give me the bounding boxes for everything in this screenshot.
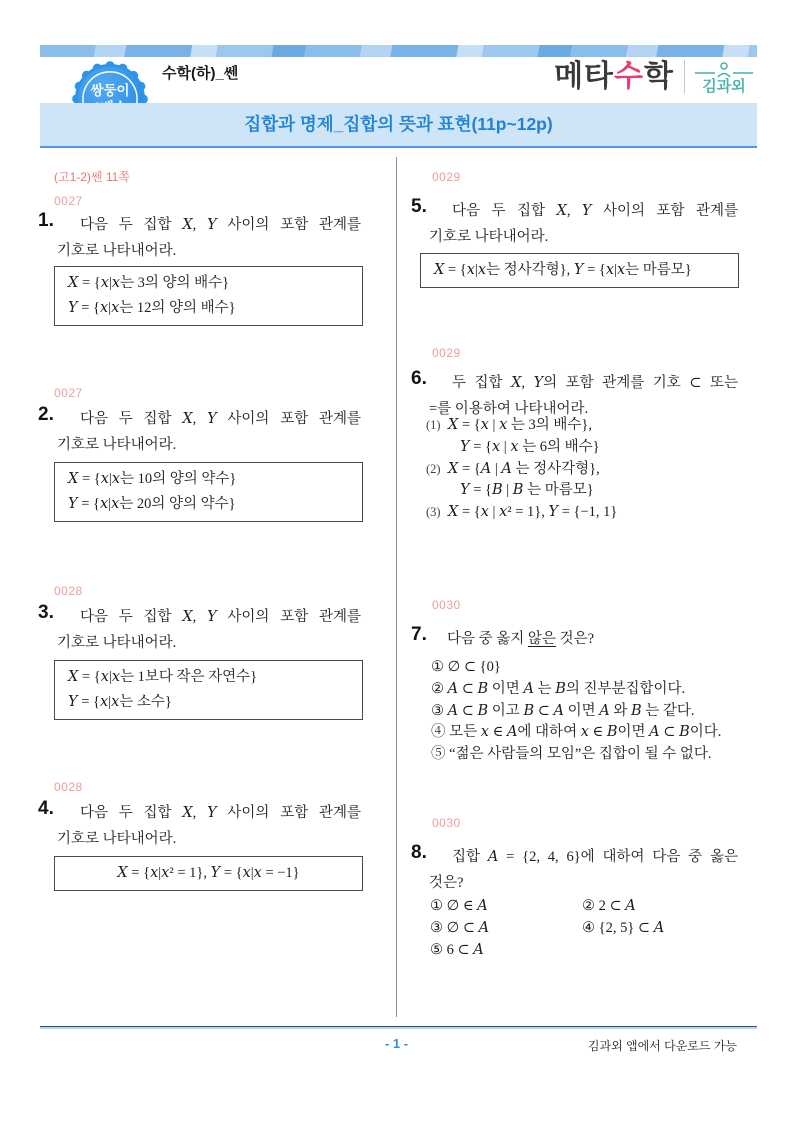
publisher-logo [554,58,755,96]
problem7-code: 0030 [432,598,461,612]
problem5-number: 5. [411,196,427,217]
problem1-box-line2: Y = {x|x는 12의 양의 배수} [68,300,236,316]
problem7-title-post: 것은? [555,631,595,647]
item-text: Y = {x | x 는 6의 배수} [460,438,600,455]
choice-2: ② A ⊂ B 이면 A 는 B의 진부분집합이다. [431,680,686,697]
problem8-number: 8. [411,842,427,863]
problem8-line2: 것은? [429,875,464,891]
logo-text-1: 메타 [554,60,615,93]
choice-4: ④ 모든 x ∈ A에 대하여 x ∈ B이면 A ⊂ B이다. [431,724,722,741]
problem4-box-line1: X = {x|x² = 1}, Y = {x|x = −1} [117,865,300,881]
problem2-number: 2. [38,404,54,425]
problem2-box-line1: X = {x|x는 10의 양의 약수} [68,471,237,487]
problem3-number: 3. [38,602,54,623]
problem1-line2: 기호로 나타내어라. [57,243,177,259]
problem6-code: 0029 [432,346,461,360]
problem8-statement [429,844,738,896]
problem5-box [420,253,739,288]
problem1-box-line1: X = {x|x는 3의 양의 배수} [68,275,230,291]
item-label: (3) [426,505,441,520]
problem3-box-line2: Y = {x|x는 소수} [68,694,172,710]
problem2-code: 0027 [54,386,83,400]
problem4-statement [57,800,361,852]
problem5-line1: 다음 두 집합 X, Y 사이의 포함 관계를 [452,203,738,219]
problem7-title-pre: 다음 중 옳지 [447,631,528,647]
problem2-line1: 다음 두 집합 X, Y 사이의 포함 관계를 [80,411,361,427]
source-reference: (고1-2)쎈 11쪽 [54,170,130,184]
item-text: X = {x | x² = 1}, Y = {−1, 1} [448,504,618,521]
item-label [438,437,460,459]
item-label: (2) [426,461,441,476]
badge-line1: 쌍둥이 [90,83,130,98]
problem4-number: 4. [38,798,54,819]
problem3-box-line1: X = {x|x는 1보다 작은 자연수} [68,669,258,685]
choice-4: ④ {2, 5} ⊂ A [582,920,665,936]
problem3-box [54,660,363,720]
item-text: X = {A | A 는 정사각형}, [448,460,600,477]
footer-divider-light [40,1027,757,1029]
problem3-line2: 기호로 나타내어라. [57,635,177,651]
problem5-box-line1: X = {x|x는 정사각형}, Y = {x|x는 마름모} [434,262,692,278]
list-item [426,415,738,437]
item-text: Y = {B | B 는 마름모} [460,482,594,499]
problem1-statement [57,212,361,264]
problem4-line1: 다음 두 집합 X, Y 사이의 포함 관계를 [80,805,361,821]
problem6-number: 6. [411,368,427,389]
chapter-banner [40,103,757,148]
problem2-box [54,462,363,522]
list-item [426,459,738,481]
choice-5: ⑤ 6 ⊂ A [430,942,484,958]
problem7-choices [431,657,721,766]
problem4-line2: 기호로 나타내어라. [57,831,177,847]
choice-3: ③ A ⊂ B 이고 B ⊂ A 이면 A 와 B 는 같다. [431,702,695,719]
problem7-number: 7. [411,624,427,645]
list-item [426,437,738,459]
problem2-box-line2: Y = {x|x는 20의 양의 약수} [68,496,236,512]
problem8-choices [430,895,736,961]
problem6-line1: 두 집합 X, Y의 포함 관계를 기호 ⊂ 또는 [452,375,738,391]
problem2-statement [57,406,361,458]
download-note: 김과외 앱에서 다운로드 가능 [587,1039,737,1053]
list-item [426,502,738,524]
choice-5: ⑤ “젊은 사람들의 모임”은 집합이 될 수 없다. [431,746,712,763]
document-series-title: 수학(하)_쎈 [162,65,239,82]
person-icon [693,62,755,78]
choice-2: ② 2 ⊂ A [582,898,636,914]
column-divider [396,157,397,1017]
choice-3: ③ ∅ ⊂ A [430,920,490,936]
problem7-title-underlined: 않은 [527,631,556,647]
problem3-code: 0028 [54,584,83,598]
brand-name: 김과외 [702,78,746,95]
problem4-box [54,856,363,891]
logo-text-2: 학 [644,60,674,93]
problem6-line2: =를 이용하여 나타내어라. [429,401,589,417]
problem2-line2: 기호로 나타내어라. [57,437,177,453]
problem5-statement [429,198,738,250]
problem1-code: 0027 [54,194,83,208]
item-text: X = {x | x 는 3의 배수}, [448,417,592,433]
decorative-top-strip [40,45,757,57]
chapter-title: 집합과 명제_집합의 뜻과 표현(11p~12p) [244,114,553,134]
problem7-title [429,626,738,652]
list-item [426,480,738,502]
problem1-line1: 다음 두 집합 X, Y 사이의 포함 관계를 [80,217,361,233]
problem6-items [426,415,738,524]
metamath-logo [554,58,674,96]
problem1-box [54,266,363,326]
logo-text-accent: 수 [614,60,645,93]
problem1-number: 1. [38,210,54,231]
choice-1: ① ∅ ∈ A [430,898,488,914]
problem8-code: 0030 [432,816,461,830]
problem3-line1: 다음 두 집합 X, Y 사이의 포함 관계를 [80,609,361,625]
page-number: - 1 - [384,1036,409,1051]
kimgwaoe-logo [693,62,755,96]
problem3-statement [57,604,361,656]
choice-1: ① ∅ ⊂ {0} [431,659,501,675]
problem4-code: 0028 [54,780,83,794]
problem5-code: 0029 [432,170,461,184]
item-label: (1) [426,418,441,432]
item-label [438,480,460,502]
problem5-line2: 기호로 나타내어라. [429,229,549,245]
problem8-line1: 집합 A = {2, 4, 6}에 대하여 다음 중 옳은 [452,849,738,865]
logo-divider [684,60,685,94]
